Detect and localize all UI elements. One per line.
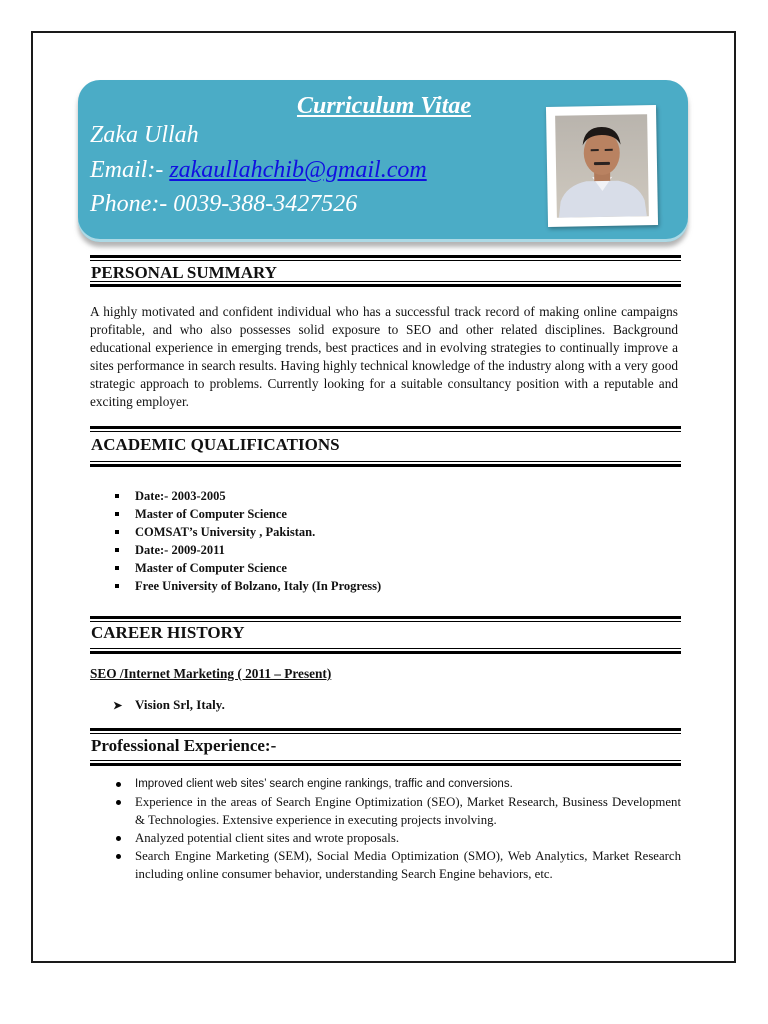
email-link[interactable]: zakaullahchib@gmail.com [169, 157, 427, 183]
career-company: ➤ Vision Srl, Italy. [113, 697, 225, 712]
professional-experience-heading: Professional Experience:- [90, 728, 681, 766]
list-item: Analyzed potential client sites and wrote proposals. [113, 829, 681, 847]
list-item: Free University of Bolzano, Italy (In Progress) [113, 577, 381, 595]
cv-title: Curriculum Vitae [296, 93, 472, 119]
list-item: Search Engine Marketing (SEM), Social Media Optimization (SMO), Web Analytics, Market Research including online consumer behavior, understanding Search Engine behaviors, etc. [113, 847, 681, 883]
list-item: Date:- 2009-2011 [113, 541, 381, 559]
list-item: Improved client web sites’ search engine rankings, traffic and conversions. [113, 775, 681, 793]
summary-paragraph: A highly motivated and confident individual who has a successful track record of making online campaigns profitable, and who also possesses solid exposure to SEO and other related disciplines. Background educational experience in emerging trends, best practices and in evolving strategies to continually improve a sites performance in search results. Having highly technical knowledge of the industry along with a very good strategic approach to problems. Currently looking for a suitable consultancy position with a reputable and exciting employer. [90, 304, 678, 409]
personal-summary-heading: PERSONAL SUMMARY [90, 255, 681, 287]
email-label: Email:- [90, 157, 170, 183]
email-line [90, 157, 427, 184]
list-item: Master of Computer Science [113, 559, 381, 577]
arrow-bullet-icon: ➤ [113, 700, 123, 712]
phone-line: Phone:- 0039-388-3427526 [90, 191, 358, 217]
academic-list [113, 487, 381, 595]
list-item: Master of Computer Science [113, 505, 381, 523]
profile-photo [546, 105, 658, 227]
career-heading: CAREER HISTORY [90, 616, 681, 654]
list-item: Date:- 2003-2005 [113, 487, 381, 505]
portrait-image [555, 114, 649, 218]
career-role: SEO /Internet Marketing ( 2011 – Present) [90, 666, 332, 681]
list-item: COMSAT’s University , Pakistan. [113, 523, 381, 541]
list-item: Experience in the areas of Search Engine Optimization (SEO), Market Research, Business Development & Technologies. Extensive experience in executing projects involving. [113, 793, 681, 829]
candidate-name: Zaka Ullah [90, 122, 199, 148]
experience-list [113, 775, 681, 883]
academic-heading: ACADEMIC QUALIFICATIONS [90, 426, 681, 467]
